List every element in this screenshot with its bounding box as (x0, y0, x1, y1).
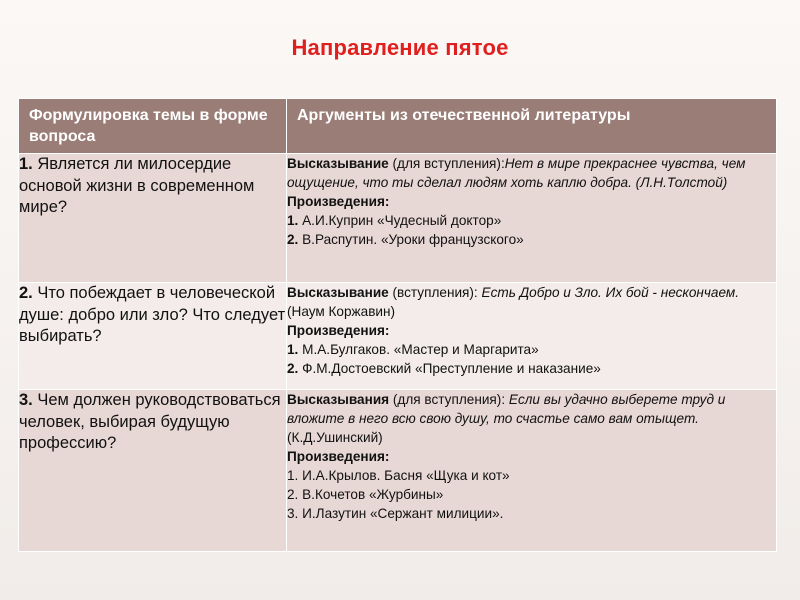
quote-context: (для вступления): (388, 156, 505, 171)
work-item (287, 340, 776, 359)
quote-text: Если вы удачно выберете труд и вложите в него всю свою душу, то счастье само вам отыщет. (287, 392, 726, 426)
work-text: И.А.Крылов. Басня «Щука и кот» (298, 468, 510, 483)
work-number: 2. (287, 232, 299, 247)
question-text: Является ли милосердие основой жизни в современном мире? (19, 155, 255, 216)
work-text: А.И.Куприн «Чудесный доктор» (298, 213, 502, 228)
work-number: 1. (287, 213, 299, 228)
arguments-cell (287, 283, 777, 390)
work-number: 3. (287, 506, 299, 521)
question-text: Чем должен руководствоваться человек, выбирая будущую профессию? (19, 391, 281, 452)
quote-line (287, 283, 776, 321)
work-text: В.Распутин. «Уроки французского» (298, 232, 524, 247)
work-text: И.Лазутин «Сержант милиции». (298, 506, 504, 521)
header-question: Формулировка темы в форме вопроса (19, 99, 287, 154)
quote-author: (К.Д.Ушинский) (287, 430, 383, 445)
works-label: Произведения: (287, 194, 390, 209)
works-label: Произведения: (287, 323, 390, 338)
question-cell (19, 390, 287, 552)
table-header-row (19, 99, 777, 154)
work-item (287, 504, 776, 523)
row-number: 1. (19, 155, 33, 173)
work-text: В.Кочетов «Журбины» (298, 487, 444, 502)
quote-context: (для вступления): (389, 392, 509, 407)
work-item (287, 211, 776, 230)
page-title: Направление пятое (291, 35, 509, 60)
work-number: 1. (287, 468, 299, 483)
work-number: 2. (287, 487, 299, 502)
quote-label: Высказывания (287, 392, 390, 407)
row-number: 3. (19, 391, 33, 409)
work-number: 2. (287, 361, 299, 376)
question-cell (19, 154, 287, 283)
quote-author: (Наум Коржавин) (287, 304, 396, 319)
question-text: Что побеждает в человеческой душе: добро или зло? Что следует выбирать? (19, 284, 286, 345)
work-item (287, 466, 776, 485)
table-row (19, 390, 777, 552)
row-number: 2. (19, 284, 33, 302)
topics-table (18, 98, 777, 552)
works-label: Произведения: (287, 449, 390, 464)
work-item (287, 230, 776, 249)
question-cell (19, 283, 287, 390)
work-text: Ф.М.Достоевский «Преступление и наказание» (298, 361, 601, 376)
work-text: М.А.Булгаков. «Мастер и Маргарита» (298, 342, 539, 357)
table-row (19, 283, 777, 390)
quote-line (287, 154, 776, 192)
header-arguments: Аргументы из отечественной литературы (287, 99, 777, 154)
arguments-cell (287, 154, 777, 283)
arguments-cell (287, 390, 777, 552)
table-row (19, 154, 777, 283)
work-item (287, 359, 776, 378)
quote-line (287, 390, 776, 447)
quote-text: Нет в мире прекраснее чувства, чем ощущение, что ты сделал людям хоть каплю добра. (Л.Н.Толстой) (287, 156, 746, 190)
quote-label: Высказывание (287, 285, 389, 300)
work-number: 1. (287, 342, 299, 357)
quote-text: Есть Добро и Зло. Их бой - нескончаем. (481, 285, 739, 300)
work-item (287, 485, 776, 504)
quote-label: Высказывание (287, 156, 389, 171)
quote-context: (вступления): (388, 285, 482, 300)
